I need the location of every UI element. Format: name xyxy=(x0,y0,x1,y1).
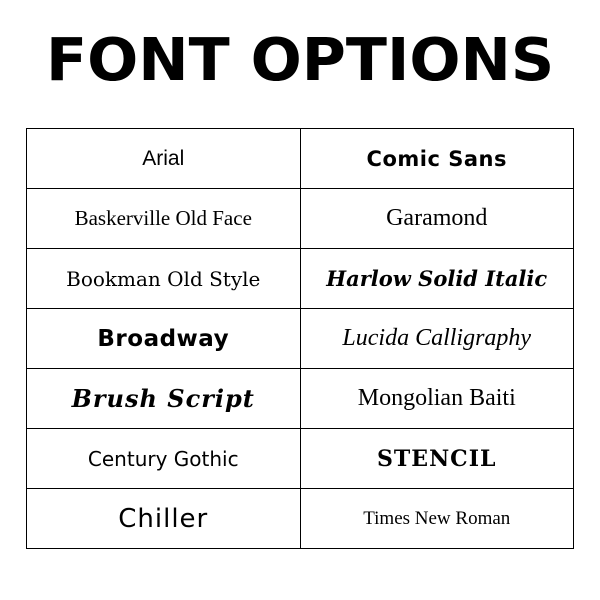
font-options-table xyxy=(26,128,574,549)
font-sample-chiller[interactable]: Chiller xyxy=(27,489,301,549)
font-sample-mongolian-baiti[interactable]: Mongolian Baiti xyxy=(300,369,574,429)
font-sample-times-new-roman[interactable]: Times New Roman xyxy=(300,489,574,549)
table-row xyxy=(27,369,574,429)
table-row xyxy=(27,189,574,249)
font-sample-garamond[interactable]: Garamond xyxy=(300,189,574,249)
table-row xyxy=(27,489,574,549)
font-sample-lucida-calligraphy[interactable]: Lucida Calligraphy xyxy=(300,309,574,369)
font-sample-brush-script[interactable]: Brush Script xyxy=(27,369,301,429)
font-sample-comic-sans[interactable]: Comic Sans xyxy=(300,129,574,189)
font-sample-broadway[interactable]: Broadway xyxy=(27,309,301,369)
font-sample-bookman-old-style[interactable]: Bookman Old Style xyxy=(27,249,301,309)
page-title: FONT OPTIONS xyxy=(45,25,555,94)
table-row xyxy=(27,249,574,309)
font-sample-arial[interactable]: Arial xyxy=(27,129,301,189)
font-sample-harlow-solid-italic[interactable]: Harlow Solid Italic xyxy=(300,249,574,309)
font-sample-baskerville-old-face[interactable]: Baskerville Old Face xyxy=(27,189,301,249)
font-table-container xyxy=(26,128,574,549)
table-row xyxy=(27,429,574,489)
table-row xyxy=(27,309,574,369)
table-row xyxy=(27,129,574,189)
font-sample-stencil[interactable]: STENCIL xyxy=(300,429,574,489)
font-sample-century-gothic[interactable]: Century Gothic xyxy=(27,429,301,489)
